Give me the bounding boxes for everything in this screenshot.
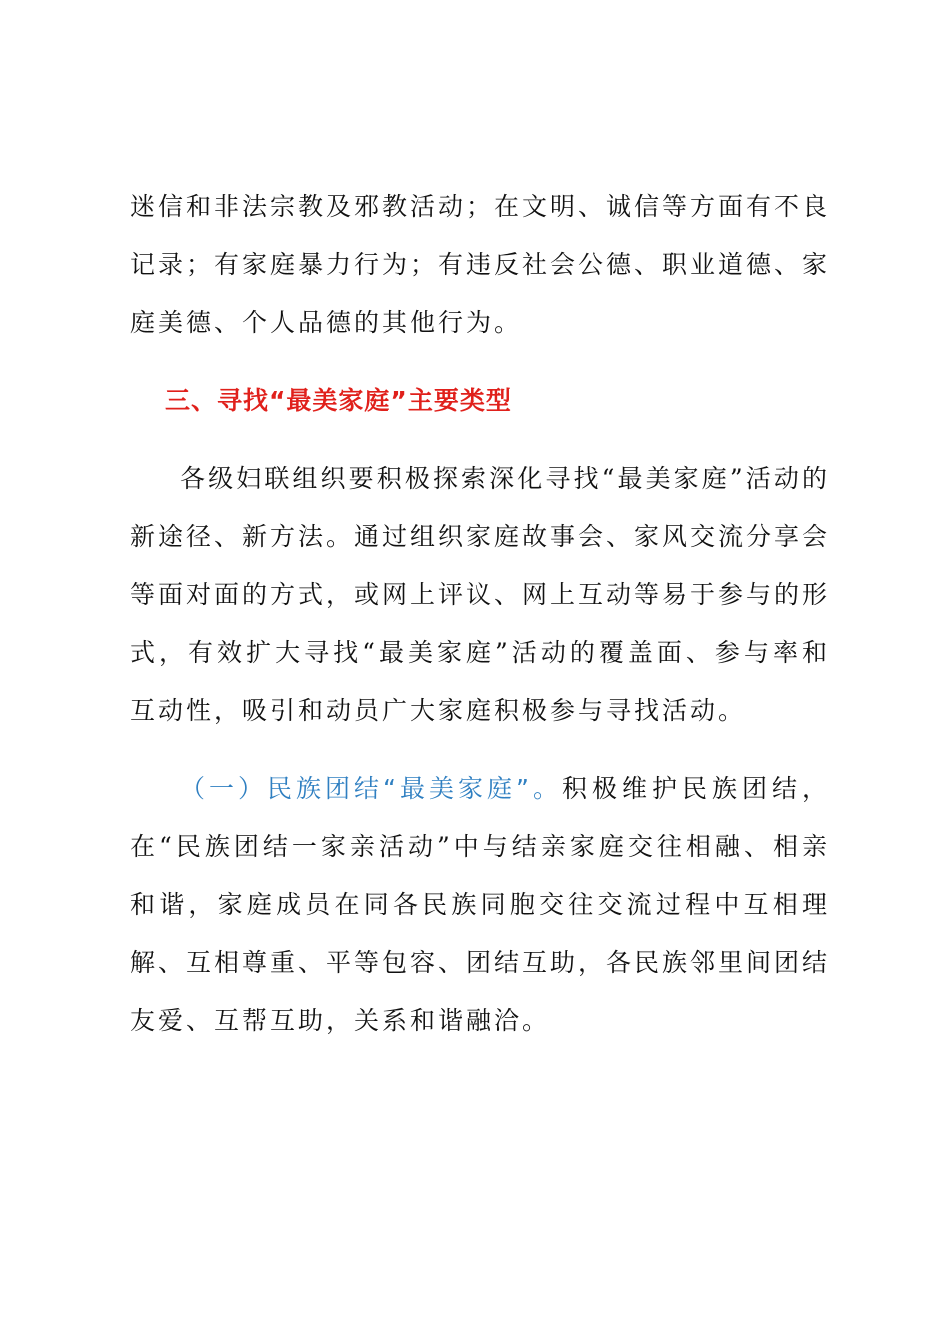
paragraph-continued: 迷信和非法宗教及邪教活动；在文明、诚信等方面有不良记录；有家庭暴力行为；有违反社会公德、职业道德、家庭美德、个人品德的其他行为。 [130, 192, 831, 337]
subheading-ethnic-unity: （一）民族团结“最美家庭”。 [180, 774, 562, 803]
document-body [130, 178, 830, 1050]
paragraph-ethnic-unity-text: 积极维护民族团结，在“民族团结一家亲活动”中与结亲家庭交往相融、相亲和谐，家庭成员在同各民族同胞交往交流过程中互相理解、互相尊重、平等包容、团结互助，各民族邻里间团结友爱、互帮互助，关系和谐融洽。 [130, 774, 831, 1035]
paragraph-ethnic-unity [130, 760, 830, 1050]
paragraph-section-3-intro: 各级妇联组织要积极探索深化寻找“最美家庭”活动的新途径、新方法。通过组织家庭故事会、家风交流分享会等面对面的方式，或网上评议、网上互动等易于参与的形式，有效扩大寻找“最美家庭”活动的覆盖面、参与率和互动性，吸引和动员广大家庭积极参与寻找活动。 [130, 464, 831, 725]
section-heading-3: 三、寻找“最美家庭”主要类型 [165, 386, 512, 415]
